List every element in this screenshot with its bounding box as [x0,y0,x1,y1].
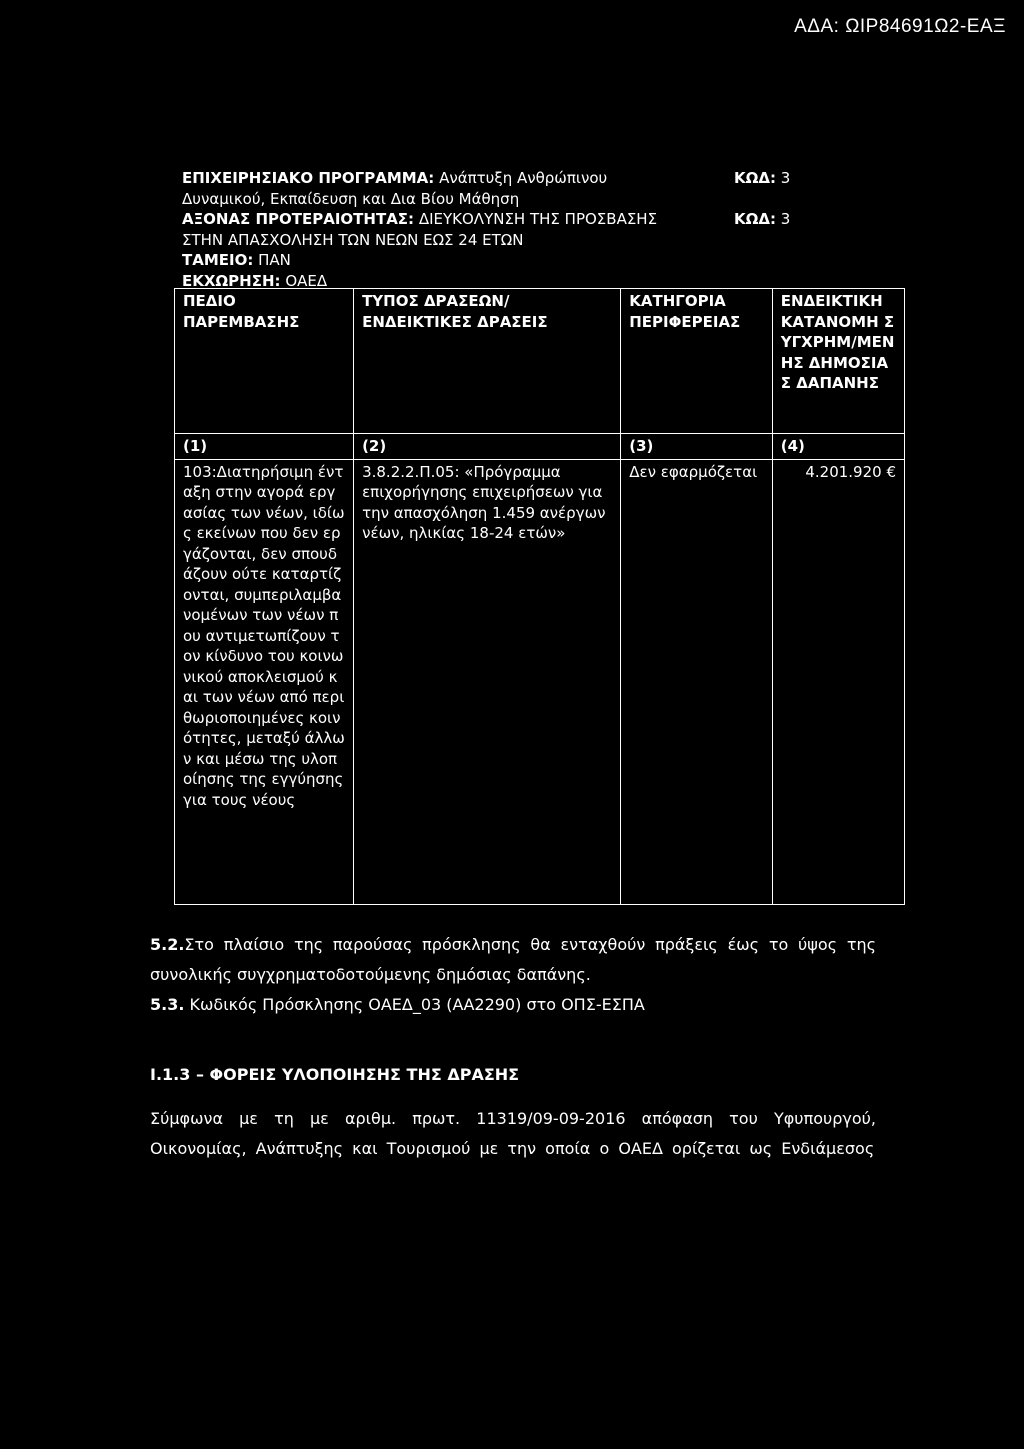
ada-code: ΑΔΑ: ΩΙΡ84691Ω2-ΕΑΞ [794,16,1006,37]
program-header [182,168,822,291]
paragraph-5-2-number: 5.2. [150,935,185,954]
implementing-bodies-paragraph: Σύμφωνα με τη με αριθμ. πρωτ. 11319/09-09-2016 απόφαση του Υφυπουργού, Οικονομίας, Ανάπτυξης και Τουρισμού με την οποία ο ΟΑΕΔ ορίζεται ως Ενδιάμεσος [150,1109,876,1158]
body-text [150,930,876,1164]
assign-value: ΟΑΕΔ [285,271,328,290]
axis-code [734,209,790,230]
assign-label: ΕΚΧΩΡΗΣΗ: [182,271,281,290]
table-header-row [175,289,905,434]
fund-label: ΤΑΜΕΙΟ: [182,251,254,269]
program-code [734,168,790,189]
cell-field: 103:Διατηρήσιμη ένταξη στην αγορά εργασίας των νέων, ιδίως εκείνων που δεν εργάζονται, δεν σπουδάζουν ούτε καταρτίζονται, συμπεριλαμβανομένων των νέων που αντιμετωπίζουν τον κίνδυνο του κοινωνικού αποκλεισμού και των νέων από περιθωριοποιημένες κοινότητες, μεταξύ άλλων και μέσω της υλοποίησης της εγγύησης για τους νέους [175,459,354,904]
program-line [182,168,822,189]
col-number-3: (3) [621,434,773,460]
table-row [175,459,905,904]
axis-value: ΔΙΕΥΚΟΛΥΝΣΗ ΤΗΣ ΠΡΟΣΒΑΣΗΣ [418,210,658,228]
table-number-row [175,434,905,460]
col-number-1: (1) [175,434,354,460]
paragraph-5-3 [150,990,876,1020]
program-value-cont: Δυναμικού, Εκπαίδευση και Δια Βίου Μάθηση [182,189,520,208]
program-code-label: ΚΩΔ: [734,169,776,187]
cell-action: 3.8.2.2.Π.05: «Πρόγραμμα επιχορήγησης επιχειρήσεων για την απασχόληση 1.459 ανέργων νέων, ηλικίας 18-24 ετών» [354,459,621,904]
program-value: Ανάπτυξη Ανθρώπινου [439,169,608,187]
fund-value: ΠΑΝ [258,251,291,269]
col-number-4: (4) [772,434,904,460]
axis-code-label: ΚΩΔ: [734,210,776,228]
fund-line [182,250,822,271]
paragraph-5-2 [150,930,876,990]
paragraph-5-2-text: Στο πλαίσιο της παρούσας πρόσκλησης θα ενταχθούν πράξεις έως το ύψος της συνολικής συγχρηματοδοτούμενης δημόσιας δαπάνης. [150,935,876,984]
paragraph-5-3-text: Κωδικός Πρόσκλησης ΟΑΕΔ_03 (ΑΑ2290) στο ΟΠΣ-ΕΣΠΑ [189,995,645,1014]
header-allocation: ΕΝΔΕΙΚΤΙΚΗ ΚΑΤΑΝΟΜΗ ΣΥΓΧΡΗΜ/ΜΕΝΗΣ ΔΗΜΟΣΙΑΣ ΔΑΠΑΝΗΣ [772,289,904,434]
col-number-2: (2) [354,434,621,460]
header-field: ΠΕΔΙΟ ΠΑΡΕΜΒΑΣΗΣ [175,289,354,434]
axis-label: ΑΞΟΝΑΣ ΠΡΟΤΕΡΑΙΟΤΗΤΑΣ: [182,210,415,228]
header-region-category: ΚΑΤΗΓΟΡΙΑ ΠΕΡΙΦΕΡΕΙΑΣ [621,289,773,434]
header-action-type: ΤΥΠΟΣ ΔΡΑΣΕΩΝ/ ΕΝΔΕΙΚΤΙΚΕΣ ΔΡΑΣΕΙΣ [354,289,621,434]
axis-value-cont: ΣΤΗΝ ΑΠΑΣΧΟΛΗΣΗ ΤΩΝ ΝΕΩΝ ΕΩΣ 24 ΕΤΩΝ [182,230,524,249]
axis-code-value: 3 [780,210,791,228]
section-title: Ι.1.3 – ΦΟΡΕΙΣ ΥΛΟΠΟΙΗΣΗΣ ΤΗΣ ΔΡΑΣΗΣ [150,1065,520,1084]
allocation-table [174,288,905,905]
paragraph-5-3-number: 5.3. [150,995,185,1014]
program-label: ΕΠΙΧΕΙΡΗΣΙΑΚΟ ΠΡΟΓΡΑΜΜΑ: [182,169,435,187]
cell-amount: 4.201.920 € [772,459,904,904]
program-code-value: 3 [780,169,791,187]
cell-category: Δεν εφαρμόζεται [621,459,773,904]
axis-line [182,209,822,230]
